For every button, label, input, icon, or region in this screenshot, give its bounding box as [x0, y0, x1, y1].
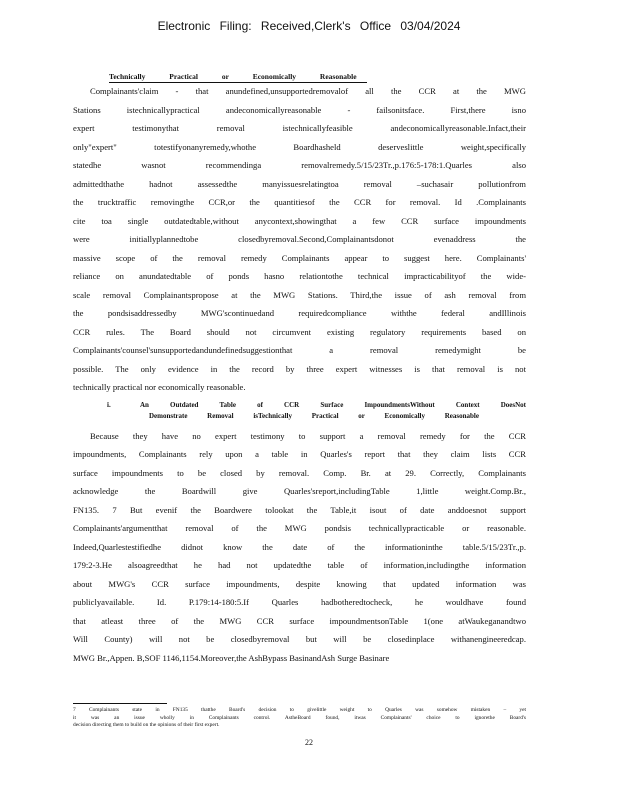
- section-heading-wrap: [73, 66, 526, 82]
- para2-line: surface impoundments to be closed by removal. Comp. Br. at 29. Correctly, Complainants: [73, 467, 526, 478]
- para2-line: Indeed,Quarlestestifiedhe didnot know the date of the informationinthe table.5/15/23Tr.,p.: [73, 541, 526, 552]
- para2-line: MWG Br.,Appen. B,SOF 1146,1154.Moreover,the AshBypass BasinandAsh Surge Basinare: [73, 652, 390, 663]
- para1-line: Stations istechnicallypractical andeconomicallyreasonable - failsonitsface. First,there isno: [73, 104, 526, 115]
- para2-line: Will County) will not be closedbyremoval but will be closedinplace withanengineeredcap.: [73, 634, 526, 644]
- para1-line: technically practical nor economically reasonable.: [73, 382, 246, 392]
- footnote-line: 7 Complainants state in FN135 thatthe Board's decision to givelittle weight to Quarles was somehow mistaken – yet: [73, 707, 526, 713]
- para2-line: 179:2-3.He alsoagreedthat he had not updatedthe table of information,includingthe information: [73, 560, 526, 570]
- para1-line: only"expert" totestifyonanyremedy,whothe Boardhasheld deserveslittle weight,specifically: [73, 141, 526, 152]
- para1-line: scale removal Complainantspropose at the MWG Stations. Third,the issue of ash removal from: [73, 289, 526, 300]
- para1-line: were initiallyplannedtobe closedbyremoval.Second,Complainantsdonot evenaddress the: [73, 234, 526, 244]
- subheading-line-2: Demonstrate Removal isTechnically Practical or Economically Reasonable: [148, 411, 479, 420]
- para2-line: acknowledge the Boardwill give Quarles'sreport,includingTable 1,little weight.Comp.Br.,: [73, 486, 526, 496]
- para1-line: possible. The only evidence in the record by three expert witnesses is that removal is not: [73, 363, 526, 374]
- para2-line: FN135. 7 But evenif the Boardwere tolookat the Table,it isout of date anddoesnot support: [73, 504, 526, 515]
- para1-line: expert testimonythat removal istechnicallyfeasible andeconomicallyreasonable.Infact,their: [73, 123, 526, 133]
- subheading-line-1: An Outdated Table of CCR Surface ImpoundmentsWithout Context DoesNot: [139, 400, 526, 409]
- filing-header: Electronic Filing: Received,Clerk's Office 03/04/2024: [157, 19, 461, 33]
- para1-line: statedhe wasnot recommendinga removalremedy.5/15/23Tr.,p.176:5-178:1.Quarles also: [73, 160, 526, 170]
- page-body: [73, 66, 526, 667]
- para2-line: about MWG's CCR surface impoundments, despite knowing that updated information was: [73, 578, 526, 589]
- para1-line: reliance on anundatedtable of ponds hasno relationtothe technical impracticabilityof the wide-: [73, 271, 526, 281]
- para1-line: massive scope of the removal remedy Complainants appear to suggest here. Complainants': [73, 252, 526, 263]
- para2-line: Complainants'argumentthat removal of the MWG pondsis technicallypracticable or reasonable.: [73, 523, 526, 533]
- subheading: [73, 400, 526, 422]
- para1-line: Complainants'counsel'sunsupportedandundefinedsuggestionthat a removal remedymight be: [73, 345, 526, 355]
- para2-line: that atleast three of the MWG CCR surface impoundmentsonTable 1(one atWaukeganandtwo: [73, 615, 526, 626]
- para1-line: the trucktraffic removingthe CCR,or the quantitiesof the CCR for removal. Id .Complainants: [73, 197, 526, 207]
- para1-line: Complainants'claim - that anundefined,unsupportedremovalof all the CCR at the MWG: [90, 86, 526, 96]
- subheading-text: [140, 400, 526, 422]
- section-heading: Technically Practical or Economically Reasonable: [109, 72, 367, 83]
- footnote: [73, 707, 526, 730]
- para2-line: publiclyavailable. Id. P.179:14-180:5.If Quarles hadbotheredtocheck, he wouldhave found: [73, 597, 526, 607]
- para1-line: the pondsisaddressedby MWG'scontinuedand requiredcompliance withthe federal andIllinois: [73, 308, 526, 318]
- footnote-line: decision directing them to build on the opinions of their first expert.: [73, 722, 220, 729]
- para2-line: impoundments, Complainants rely upon a table in Quarles's report that they claim lists CCR: [73, 449, 526, 459]
- para2-line: Because they have no expert testimony to support a removal remedy for the CCR: [90, 430, 526, 441]
- para1-line: cite toa single outdatedtable,without anycontext,showingthat a few CCR surface impoundments: [73, 215, 526, 226]
- subheading-number: i.: [107, 400, 111, 409]
- paragraph-removal-claim: [73, 82, 526, 397]
- para1-line: CCR rules. The Board should not circumvent existing regulatory requirements based on: [73, 326, 526, 337]
- page-number: 22: [305, 738, 313, 747]
- footnote-divider: [73, 703, 167, 704]
- paragraph-outdated-table: [73, 427, 526, 668]
- para1-line: admittedthathe hadnot assessedthe manyissuesrelatingtoa removal –suchasair pollutionfrom: [73, 178, 526, 189]
- footnote-line: it was an issue wholly in Complainants control. AstheBoard found, itwas Complainants' choice to ignorethe Board's: [73, 714, 526, 721]
